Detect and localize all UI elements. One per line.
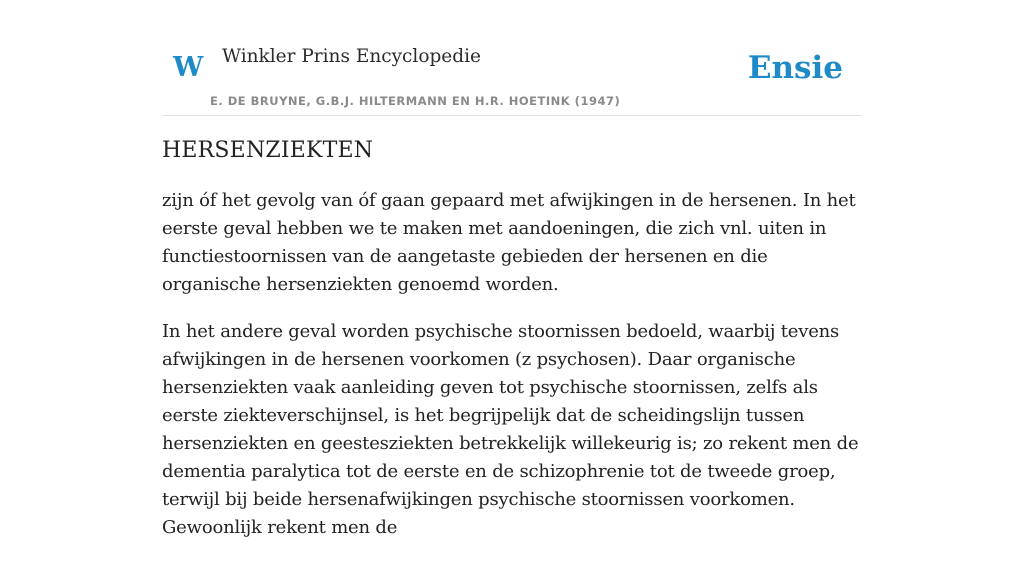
- publication-title[interactable]: Winkler Prins Encyclopedie: [222, 46, 481, 67]
- article: [162, 138, 862, 561]
- article-headword: HERSENZIEKTEN: [162, 138, 374, 163]
- authors-line: E. DE BRUYNE, G.B.J. HILTERMANN EN H.R. HOETINK (1947): [210, 94, 621, 108]
- header: [162, 40, 862, 116]
- article-paragraph: In het andere geval worden psychische stoornissen bedoeld, waarbij tevens afwijkingen in de hersenen voorkomen (z psychosen). Daar organische hersenziekten vaak aanleiding geven tot psychische stoornissen, zelfs als eerste ziekteverschijnsel, is het begrijpelijk dat de scheidingslijn tussen hersenziekten en geestesziekten betrekkelijk willekeurig is; zo rekent men de dementia paralytica tot de eerste en de schizophrenie tot de tweede groep, terwijl bij beide hersenafwijkingen psychische stoornissen voorkomen. Gewoonlijk rekent men de: [162, 321, 859, 538]
- publication-logo[interactable]: W: [173, 52, 204, 83]
- brand-logo[interactable]: Ensie: [747, 50, 843, 86]
- article-paragraph: zijn óf het gevolg van óf gaan gepaard met afwijkingen in de hersenen. In het eerste geval hebben we te maken met aandoeningen, die zich vnl. uiten in functiestoornissen van de aangetaste gebieden der hersenen en die organische hersenziekten genoemd worden.: [162, 190, 856, 295]
